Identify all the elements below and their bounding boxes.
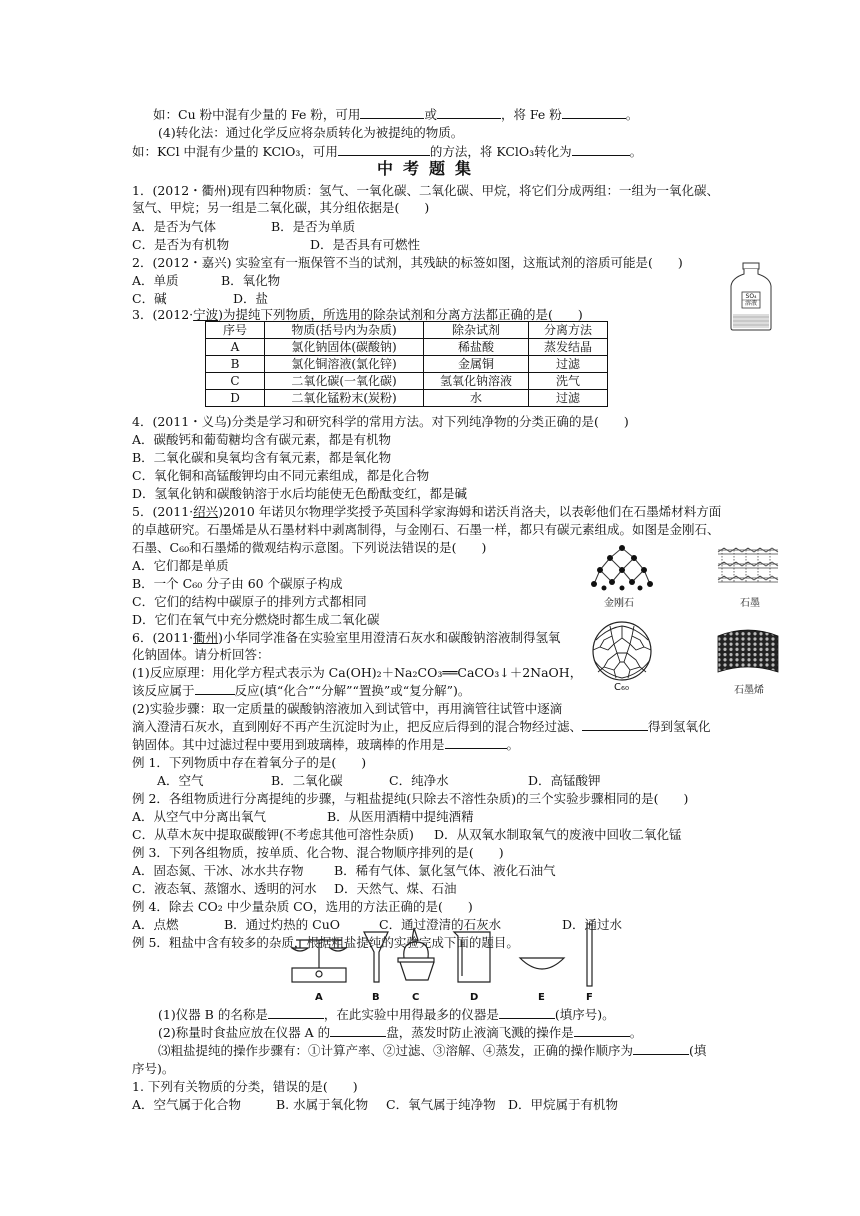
table-cell: D (206, 390, 265, 407)
ex5-part-3c: 序号)。 (132, 1061, 175, 1076)
table-cell: 水 (424, 390, 529, 407)
ex5-text: 盘，蒸发时防止液滴飞溅的操作是 (386, 1025, 574, 1040)
ex4-option-c[interactable]: C．通过澄清的石灰水 (379, 917, 502, 932)
intro-line-3 (132, 143, 642, 160)
q6-stem-post: )小华同学准备在实验室里用澄清石灰水和碳酸钠溶液制得氢氧 (218, 630, 561, 645)
intro-text: 或 (424, 107, 437, 122)
answer-blank[interactable] (562, 106, 626, 119)
table-header-cell: 除杂试剂 (424, 322, 529, 339)
table-row (206, 339, 608, 356)
diamond-label: 金刚石 (604, 598, 634, 609)
answer-blank[interactable] (633, 1042, 689, 1055)
table-header-cell: 分离方法 (529, 322, 608, 339)
ex1-option-b[interactable]: B．二氧化碳 (271, 773, 343, 788)
ex1-option-c[interactable]: C．纯净水 (389, 773, 449, 788)
q6-part-2: (2)实验步骤：取一定质量的碳酸钠溶液加入到试管中，再用滴管往试管中逐滴 (132, 701, 563, 716)
ex5-text: (填序号)。 (554, 1007, 615, 1022)
intro-text: 。 (625, 107, 639, 122)
q6-part-2c (132, 736, 519, 753)
answer-blank[interactable] (360, 106, 424, 119)
q3-stem-pre: 3．(2012· (132, 307, 194, 322)
q5-option-b[interactable]: B．一个 C₆₀ 分子由 60 个碳原子构成 (132, 576, 343, 591)
q2-option-d[interactable]: D．盐 (233, 291, 269, 306)
q3-table (205, 321, 608, 407)
q3-stem-post: )为提纯下列物质，所选用的除杂试剂和分离方法都正确的是( ) (218, 307, 583, 322)
ex2-stem: 例 2．各组物质进行分离提纯的步骤，与粗盐提纯(只除去不溶性杂质)的三个实验步骤相同的是( ) (132, 791, 689, 806)
table-cell: 洗气 (529, 373, 608, 390)
q1-option-d[interactable]: D．是否具有可燃性 (310, 237, 421, 252)
ex5-text: (填 (689, 1043, 707, 1058)
ex5-part-1 (158, 1006, 615, 1023)
graphene-label: 石墨烯 (734, 685, 764, 696)
instrument-label-d: D (470, 992, 479, 1003)
ex2-option-a[interactable]: A．从空气中分离出氧气 (132, 809, 267, 824)
last-option-d[interactable]: D．甲烷属于有机物 (508, 1097, 619, 1112)
table-header-cell: 序号 (206, 322, 265, 339)
answer-blank[interactable] (330, 1024, 386, 1037)
ex1-stem: 例 1．下列物质中存在着氧分子的是( ) (132, 755, 367, 770)
ex5-text: (2)称量时食盐应放在仪器 A 的 (158, 1025, 331, 1040)
lab-instruments-figure (286, 918, 606, 1008)
ex4-stem: 例 4．除去 CO₂ 中少量杂质 CO，选用的方法正确的是( ) (132, 899, 473, 914)
table-cell: 氯化铜溶液(氯化锌) (265, 356, 424, 373)
table-cell: 二氧化碳(一氧化碳) (265, 373, 424, 390)
graphite-label: 石墨 (740, 598, 760, 609)
ex5-text: ⑶粗盐提纯的操作步骤有：①计算产率、②过滤、③溶解、④蒸发，正确的操作顺序为 (158, 1043, 634, 1058)
ex3-stem: 例 3．下列各组物质，按单质、化合物、混合物顺序排列的是( ) (132, 845, 504, 860)
q5-stem-post: )2010 年诺贝尔物理学奖授予英国科学家海姆和诺沃肖洛夫，以表彰他们在石墨烯材料方面 (218, 504, 722, 519)
answer-blank[interactable] (338, 143, 430, 156)
q4-option-c[interactable]: C．氧化铜和高锰酸钾均由不同元素组成，都是化合物 (132, 468, 430, 483)
intro-text: ，将 Fe 粉 (500, 107, 562, 122)
ex3-option-b[interactable]: B．稀有气体、氯化氢气体、液化石油气 (334, 863, 556, 878)
q5-stem-pre: 5．(2011· (132, 504, 194, 519)
q6-text: 反应(填“化合”“分解”“置换”或“复分解”)。 (234, 683, 471, 698)
ex5-text: ，在此实验中用得最多的仪器是 (323, 1007, 499, 1022)
q6-stem (132, 629, 561, 646)
graphite-structure (716, 544, 780, 609)
ex3-option-a[interactable]: A．固态氮、干冰、冰水共存物 (132, 863, 304, 878)
q5-option-d[interactable]: D．它们在氧气中充分燃烧时都生成二氧化碳 (132, 612, 380, 627)
ex3-option-c[interactable]: C．液态氧、蒸馏水、透明的河水 (132, 881, 317, 896)
q4-option-b[interactable]: B．二氧化碳和臭氧均含有氧元素，都是氧化物 (132, 450, 392, 465)
diamond-structure (588, 544, 656, 609)
q6-text: 滴入澄清石灰水，直到刚好不再产生沉淀时为止，把反应后得到的混合物经过滤、 (132, 719, 583, 734)
table-cell: 氢氧化钠溶液 (424, 373, 529, 390)
ex5-part-2 (158, 1024, 642, 1041)
ex2-option-c[interactable]: C．从草木灰中提取碳酸钾(不考虑其他可溶性杂质) (132, 827, 414, 842)
intro-text: 。 (629, 144, 643, 159)
last-option-b[interactable]: B. 水属于氧化物 (276, 1097, 369, 1112)
intro-line-1 (153, 106, 638, 123)
table-cell: 二氧化锰粉末(炭粉) (265, 390, 424, 407)
answer-blank[interactable] (268, 1006, 324, 1019)
q6-stem-pre: 6．(2011· (132, 630, 194, 645)
table-cell: 稀盐酸 (424, 339, 529, 356)
q5-stem-3: 石墨、C₆₀和石墨烯的微观结构示意图。下列说法错误的是( ) (132, 540, 487, 555)
instrument-label-a: A (315, 992, 323, 1003)
table-row (206, 390, 608, 407)
q6-stem-2: 化钠固体。请分析回答： (132, 647, 270, 662)
instrument-label-b: B (372, 992, 380, 1003)
table-cell: 金属铜 (424, 356, 529, 373)
ex5-part-3 (158, 1042, 706, 1059)
c60-icon (586, 620, 658, 682)
instrument-label-f: F (586, 992, 593, 1003)
table-cell: B (206, 356, 265, 373)
q6-stem-place: 衢州 (193, 630, 219, 645)
table-cell: 蒸发结晶 (529, 339, 608, 356)
q1-stem-2: 氢气、甲烷；另一组是二氧化碳，其分组依据是( ) (132, 200, 430, 215)
ex2-option-b[interactable]: B．从医用酒精中提纯酒精 (327, 809, 474, 824)
table-row (206, 373, 608, 390)
table-row (206, 356, 608, 373)
section-title: 中考题集 (377, 159, 482, 178)
answer-blank[interactable] (499, 1006, 555, 1019)
c60-label: C₆₀ (614, 682, 629, 693)
q1-option-a[interactable]: A．是否为气体 (132, 219, 217, 234)
table-cell: 过滤 (529, 356, 608, 373)
q2-stem: 2．(2012・嘉兴) 实验室有一瓶保管不当的试剂，其残缺的标签如图，这瓶试剂的溶质可能是( ) (132, 255, 683, 270)
answer-blank[interactable] (195, 682, 235, 695)
ex4-option-b[interactable]: B．通过灼热的 CuO (224, 917, 341, 932)
q2-option-a[interactable]: A．单质 (132, 273, 179, 288)
q6-text: 钠固体。其中过滤过程中要用到玻璃棒，玻璃棒的作用是 (132, 737, 445, 752)
answer-blank[interactable] (445, 736, 507, 749)
diamond-icon (588, 544, 656, 594)
table-header-cell: 物质(括号内为杂质) (265, 322, 424, 339)
answer-blank[interactable] (437, 106, 501, 119)
ex5-text: 。 (629, 1025, 643, 1040)
q6-part-1b (132, 682, 470, 699)
q1-option-c[interactable]: C．是否为有机物 (132, 237, 230, 252)
graphene-structure (716, 626, 780, 696)
q3-stem-place: 宁波 (193, 307, 219, 322)
q4-option-d[interactable]: D．氢氧化钠和碳酸钠溶于水后均能使无色酚酞变红，都是碱 (132, 486, 468, 501)
answer-blank[interactable] (572, 143, 630, 156)
q4-stem: 4．(2011・义乌)分类是学习和研究科学的常用方法。对下列纯净物的分类正确的是( ) (132, 414, 629, 429)
table-cell: A (206, 339, 265, 356)
q4-option-a[interactable]: A．碳酸钙和葡萄糖均含有碳元素，都是有机物 (132, 432, 392, 447)
ex2-option-d[interactable]: D．从双氧水制取氧气的废液中回收二氧化锰 (434, 827, 682, 842)
ex4-option-a[interactable]: A．点燃 (132, 917, 179, 932)
q5-stem (132, 503, 721, 520)
answer-blank[interactable] (574, 1024, 630, 1037)
answer-blank[interactable] (582, 718, 648, 731)
table-cell: 过滤 (529, 390, 608, 407)
q1-option-b[interactable]: B．是否为单质 (271, 219, 356, 234)
last-option-c[interactable]: C．氧气属于纯净物 (386, 1097, 496, 1112)
intro-text: 的方法，将 KClO₃转化为 (429, 144, 572, 159)
q5-option-a[interactable]: A．它们都是单质 (132, 558, 229, 573)
q6-text: 。 (506, 737, 520, 752)
q5-option-c[interactable]: C．它们的结构中碳原子的排列方式都相同 (132, 594, 367, 609)
q1-stem: 1．(2012・衢州)现有四种物质：氢气、一氧化碳、二氧化碳、甲烷，将它们分成两组：一组为一氧化碳、 (132, 183, 720, 198)
q6-part-1: (1)反应原理：用化学方程式表示为 Ca(OH)₂＋Na₂CO₃══CaCO₃↓＋2NaOH， (132, 665, 583, 680)
ex5-stem: 例 5．粗盐中含有较多的杂质，根据粗盐提纯的实验完成下面的题目。 (132, 935, 519, 950)
last-stem: 1. 下列有关物质的分类，错误的是( ) (132, 1079, 358, 1094)
ex5-text: (1)仪器 B 的名称是 (158, 1007, 268, 1022)
c60-structure (586, 620, 658, 694)
intro-text: 如：Cu 粉中混有少量的 Fe 粉，可用 (153, 107, 361, 122)
intro-line-2: (4)转化法：通过化学反应将杂质转化为被提纯的物质。 (158, 125, 464, 140)
q2-option-b[interactable]: B．氧化物 (221, 273, 281, 288)
ex3-option-d[interactable]: D．天然气、煤、石油 (334, 881, 457, 896)
graphene-icon (716, 626, 780, 678)
intro-text: 如：KCl 中混有少量的 KClO₃，可用 (132, 144, 338, 159)
ex1-option-d[interactable]: D．高锰酸钾 (528, 773, 601, 788)
q6-text: 该反应属于 (132, 683, 195, 698)
graphite-icon (716, 544, 780, 592)
table-cell: C (206, 373, 265, 390)
ex1-option-a[interactable]: A．空气 (157, 773, 204, 788)
q6-text: 得到氢氧化 (648, 719, 711, 734)
instrument-label-e: E (538, 992, 545, 1003)
instrument-label-c: C (412, 992, 420, 1003)
q6-part-2b (132, 718, 711, 735)
table-header-row (206, 322, 608, 339)
last-option-a[interactable]: A．空气属于化合物 (132, 1097, 242, 1112)
lab-instruments-icon (286, 918, 606, 990)
q5-stem-place: 绍兴 (193, 504, 219, 519)
reagent-bottle-figure (728, 262, 774, 332)
table-cell: 氯化钠固体(碳酸钠) (265, 339, 424, 356)
bottle-label-text: SO₄ 溶液 (744, 293, 757, 307)
q2-option-c[interactable]: C．碱 (132, 291, 167, 306)
q5-stem-2: 的卓越研究。石墨烯是从石墨材料中剥离制得，与金刚石、石墨一样，都只有碳元素组成。如图是金刚石、 (132, 522, 720, 537)
ex4-option-d[interactable]: D．通过水 (562, 917, 623, 932)
